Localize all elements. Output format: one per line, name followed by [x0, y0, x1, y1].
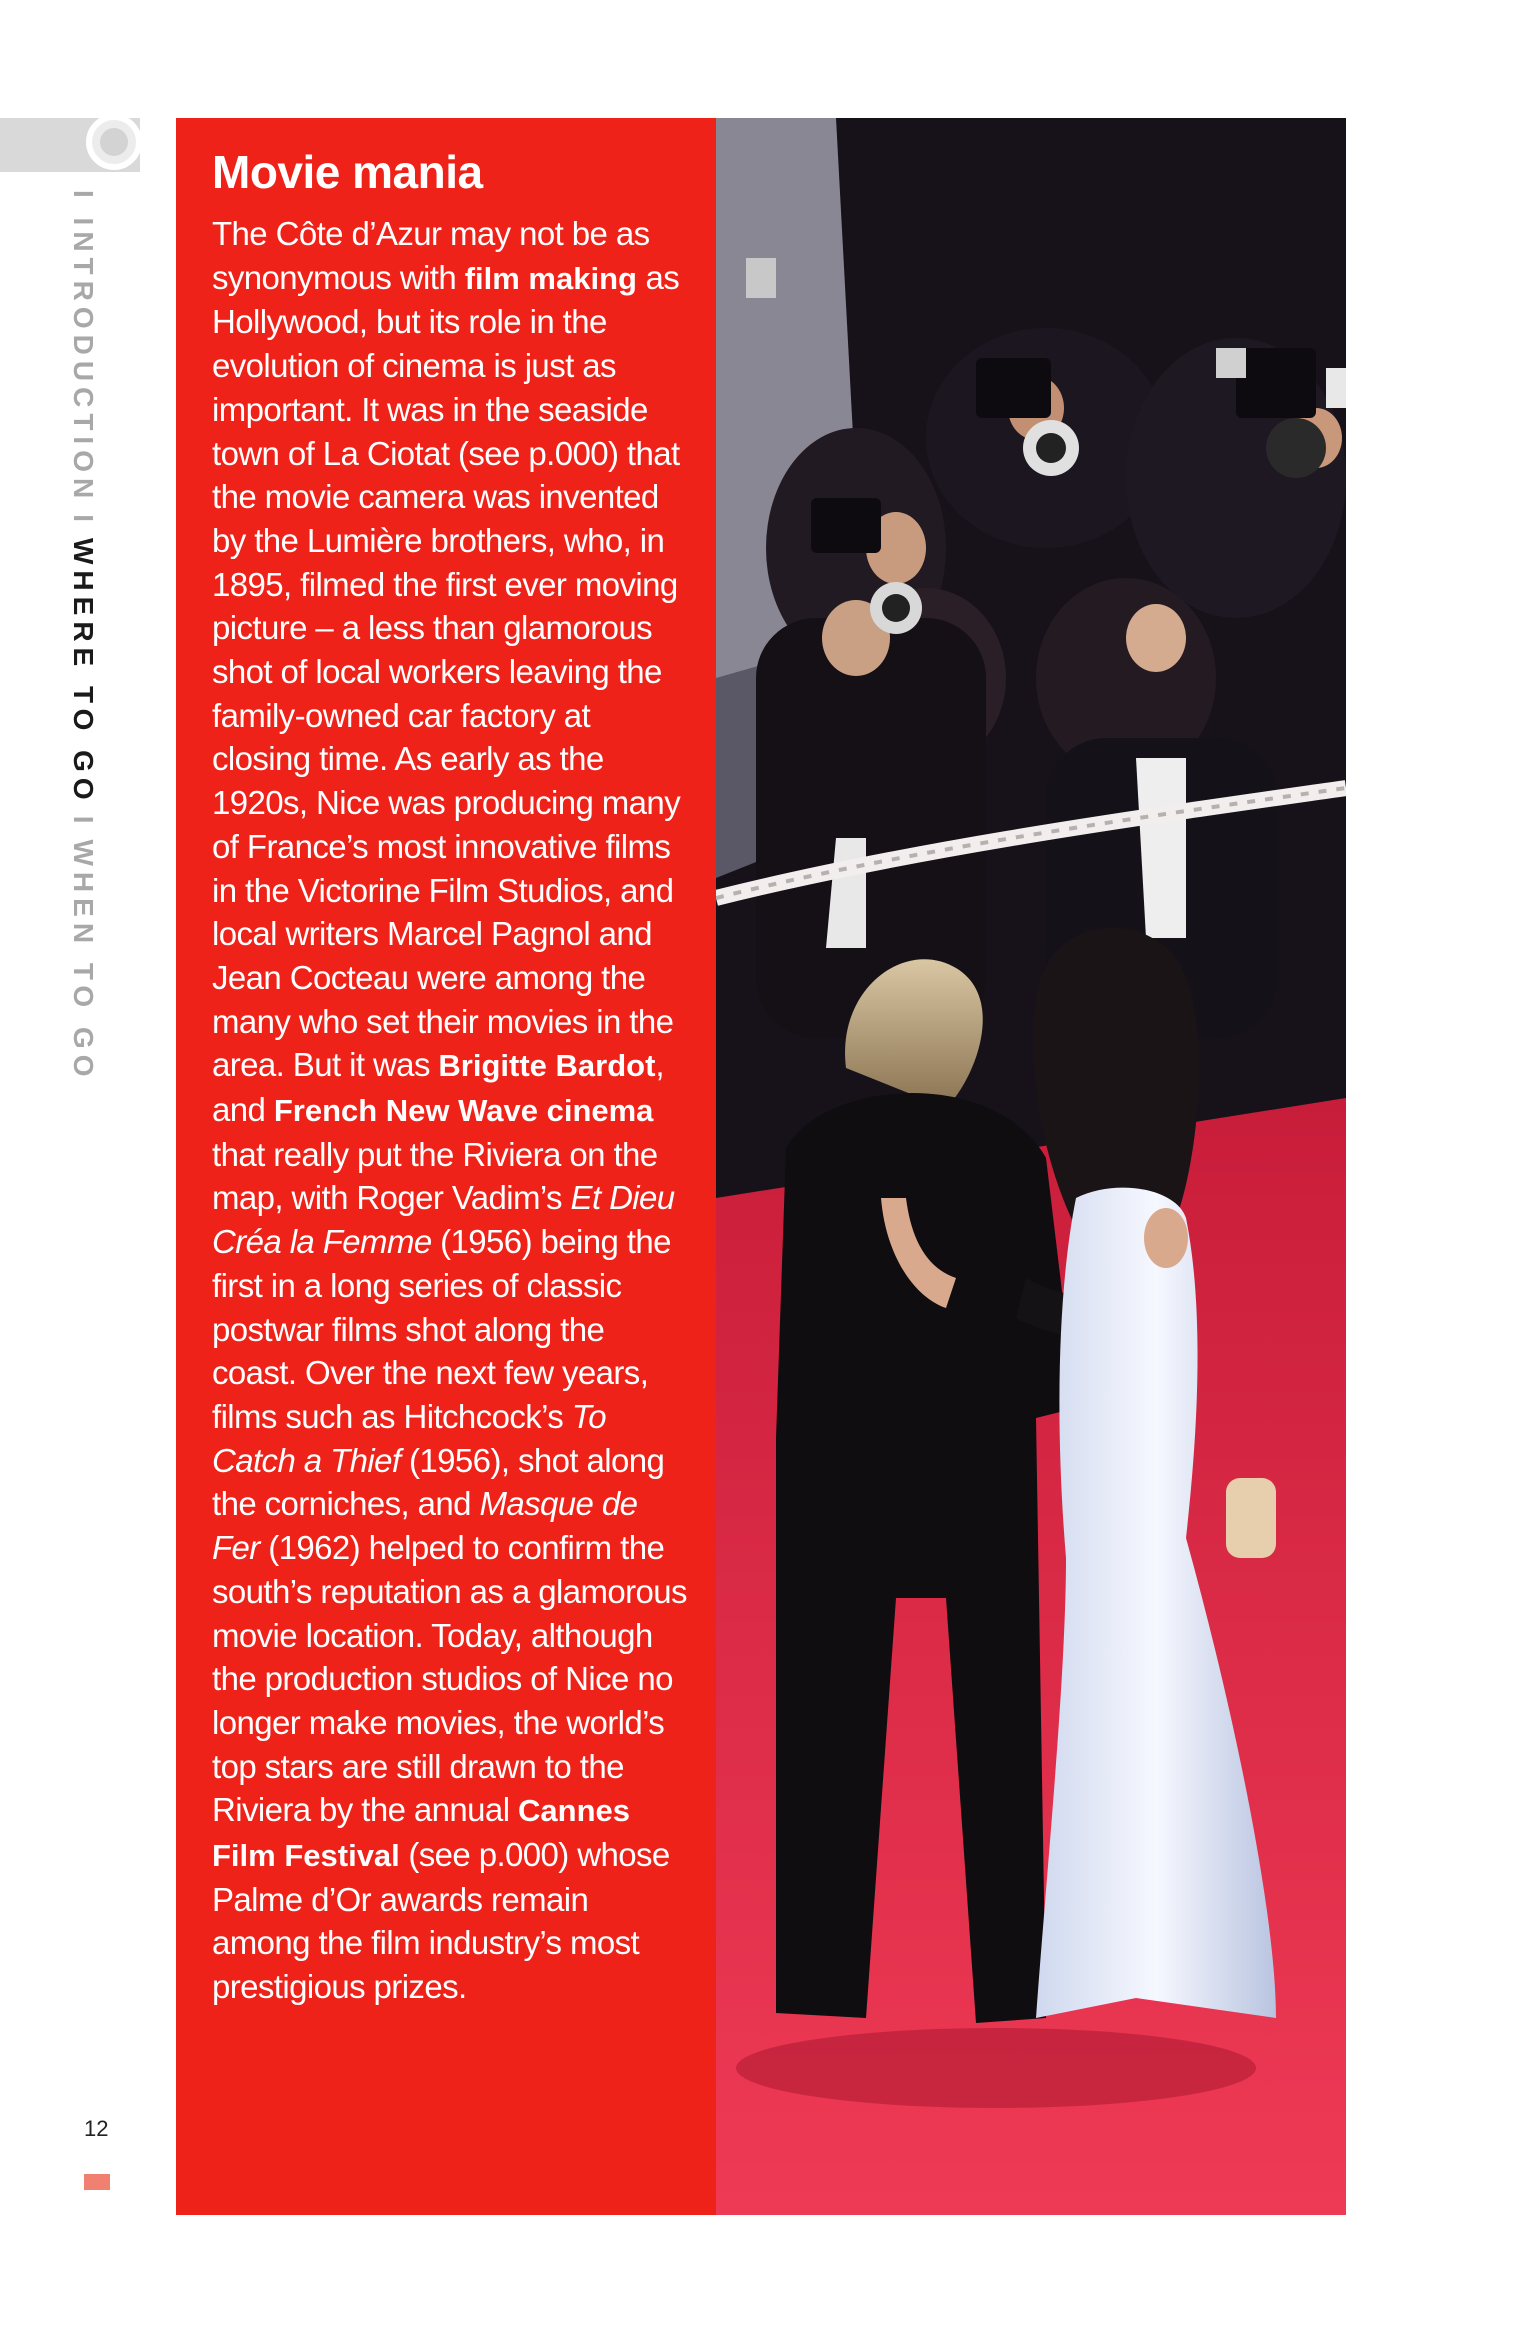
- film-title-masque-de-fer: Masque de Fer: [212, 1485, 638, 1567]
- red-carpet-photo: [716, 118, 1346, 2215]
- vertical-breadcrumb: [66, 190, 100, 1083]
- body-text: (see p.000) whose Palme d’Or awards remain among the film industry’s most prestigious prizes.: [212, 1836, 670, 2006]
- body-text: (1956), shot along the corniches, and: [212, 1441, 665, 1523]
- highlight-film-making: film making: [464, 260, 637, 296]
- highlight-cannes-film-festival: Cannes Film Festival: [212, 1793, 630, 1874]
- section-tab-circle-icon: [86, 114, 142, 170]
- page-number: 12: [84, 2116, 109, 2141]
- page-marker: [84, 2174, 110, 2190]
- body-text: that really put the Riviera on the map, with Roger Vadim’s: [212, 1135, 658, 1217]
- breadcrumb-when-to-go[interactable]: WHEN TO GO: [68, 839, 99, 1083]
- breadcrumb-separator: I: [68, 514, 99, 528]
- body-text: (1956) being the first in a long series of classic postwar films shot along the coast. Over the next few years, films such as Hitchcock’s: [212, 1223, 671, 1435]
- body-text: (1962) helped to confirm the south’s reputation as a glamorous movie location. Today, although the production studios of Nice no longer make movies, the world’s top stars are still drawn to the Riviera by the annual: [212, 1529, 687, 1829]
- red-carpet-illustration: [716, 118, 1346, 2215]
- highlight-brigitte-bardot: Brigitte Bardot: [438, 1048, 656, 1084]
- body-text: , and: [212, 1046, 664, 1129]
- film-title-to-catch-a-thief: To Catch a Thief: [212, 1397, 607, 1479]
- highlight-french-new-wave: French New Wave cinema: [273, 1093, 654, 1129]
- breadcrumb-where-to-go[interactable]: WHERE TO GO: [68, 538, 99, 806]
- film-title-et-dieu: Et Dieu Créa la Femme: [212, 1179, 675, 1261]
- breadcrumb-separator: I: [68, 815, 99, 830]
- body-text: as Hollywood, but its role in the evolution of cinema is just as important. It was in the seaside town of La Ciotat (see p.000) that the movie camera was invented by the Lumière brothers, who, in 1895, filmed the first ever moving picture – a less than glamorous shot of local workers leaving the family-owned car factory at closing time. As early as the 1920s, Nice was producing many of France’s most innovative films in the Victorine Film Studios, and local writers Marcel Pagnol and Jean Cocteau were among the many who set their movies in the area. But it was: [212, 258, 681, 1084]
- feature-box: [176, 118, 716, 2215]
- feature-title: Movie mania: [212, 146, 483, 198]
- feature-body: [212, 212, 690, 2009]
- body-text: The Côte d’Azur may not be as synonymous with: [212, 215, 650, 296]
- breadcrumb-introduction[interactable]: I INTRODUCTION: [68, 190, 99, 505]
